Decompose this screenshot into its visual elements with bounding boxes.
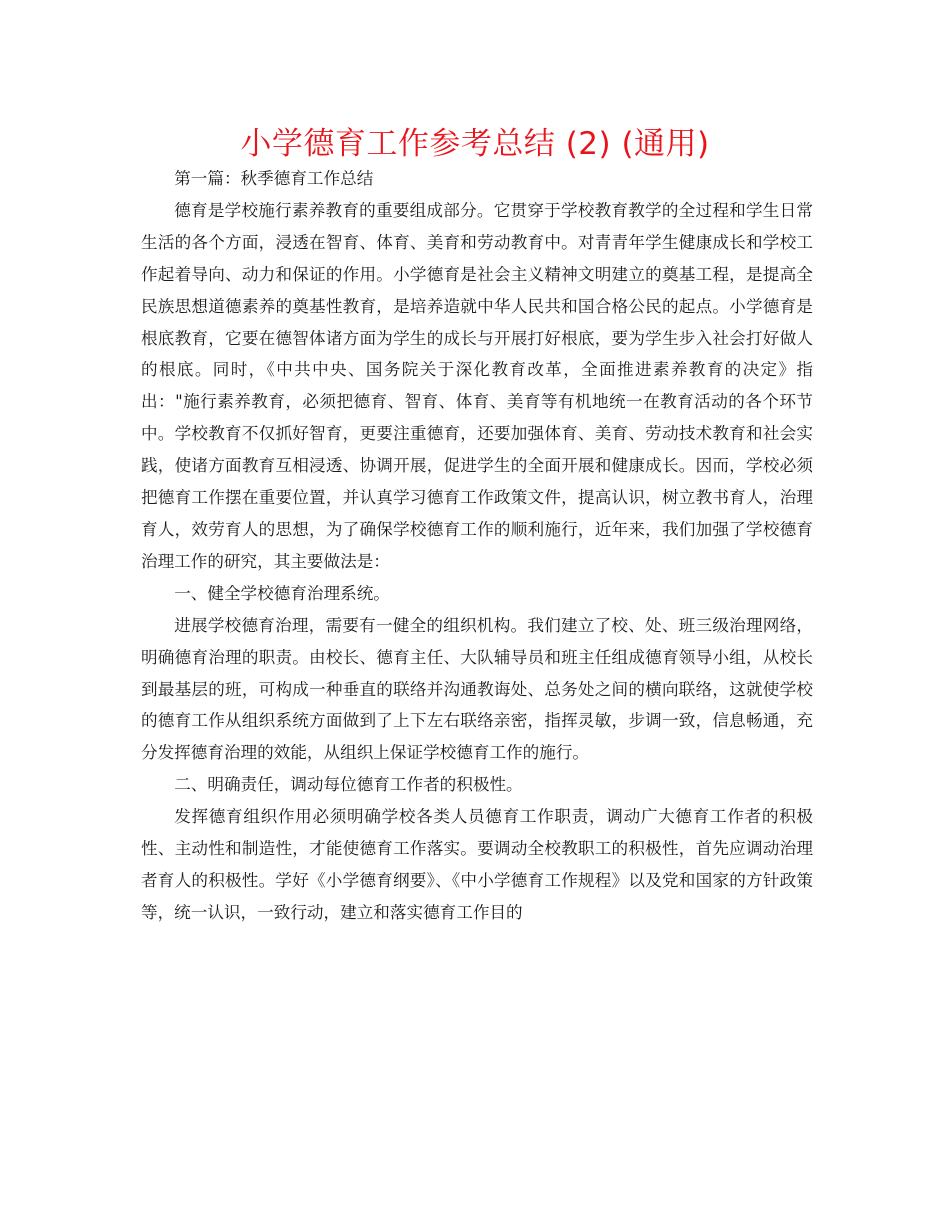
section-heading: 一、健全学校德育治理系统。 xyxy=(174,583,390,603)
section-heading: 二、明确责任，调动每位德育工作者的积极性。 xyxy=(174,775,523,795)
document-title: 小学德育工作参考总结 (2) (通用) xyxy=(240,126,710,162)
section-heading: 第一篇：秋季德育工作总结 xyxy=(174,169,374,188)
body-paragraph: 德育是学校施行素养教育的重要组成部分。它贯穿于学校教育教学的全过程和学生日常生活的各个方面，浸透在智育、体育、美育和劳动教育中。对青青年学生健康成长和学校工作起着导向、动力和保证的作用。小学德育是社会主义精神文明建立的奠基工程，是提高全民族思想道德素养的奠基性教育，是培养造就中华人民共和国合格公民的起点。小学德育是根底教育，它要在德智体诸方面为学生的成长与开展打好根底，要为学生步入社会打好做人的根底。同时，《中共中央、国务院关于深化教育改革，全面推进素养教育的决定》指出："施行素养教育，必须把德育、智育、体育、美育等有机地统一在教育活动的各个环节中。学校教育不仅抓好智育，更要注重德育，还要加强体育、美育、劳动技术教育和社会实践，使诸方面教育互相浸透、协调开展，促进学生的全面开展和健康成长。因而，学校必须把德育工作摆在重要位置，并认真学习德育工作政策文件，提高认识，树立教书育人，治理育人，效劳育人的思想，为了确保学校德育工作的顺利施行，近年来，我们加强了学校德育治理工作的研究，其主要做法是： xyxy=(141,200,813,571)
document-body xyxy=(141,163,813,929)
body-paragraph: 进展学校德育治理，需要有一健全的组织机构。我们建立了校、处、班三级治理网络，明确德育治理的职责。由校长、德育主任、大队辅导员和班主任组成德育领导小组，从校长到最基层的班，可构成一种垂直的联络并沟通教诲处、总务处之间的横向联络，这就使学校的德育工作从组织系统方面做到了上下左右联络亲密，指挥灵敏，步调一致，信息畅通，充分发挥德育治理的效能，从组织上保证学校德育工作的施行。 xyxy=(141,615,813,763)
body-paragraph: 发挥德育组织作用必须明确学校各类人员德育工作职责，调动广大德育工作者的积极性、主动性和制造性，才能使德育工作落实。要调动全校教职工的积极性，首先应调动治理者育人的积极性。学好《小学德育纲要》、《中小学德育工作规程》以及党和国家的方针政策等，统一认识，一致行动，建立和落实德育工作目的 xyxy=(141,807,813,922)
